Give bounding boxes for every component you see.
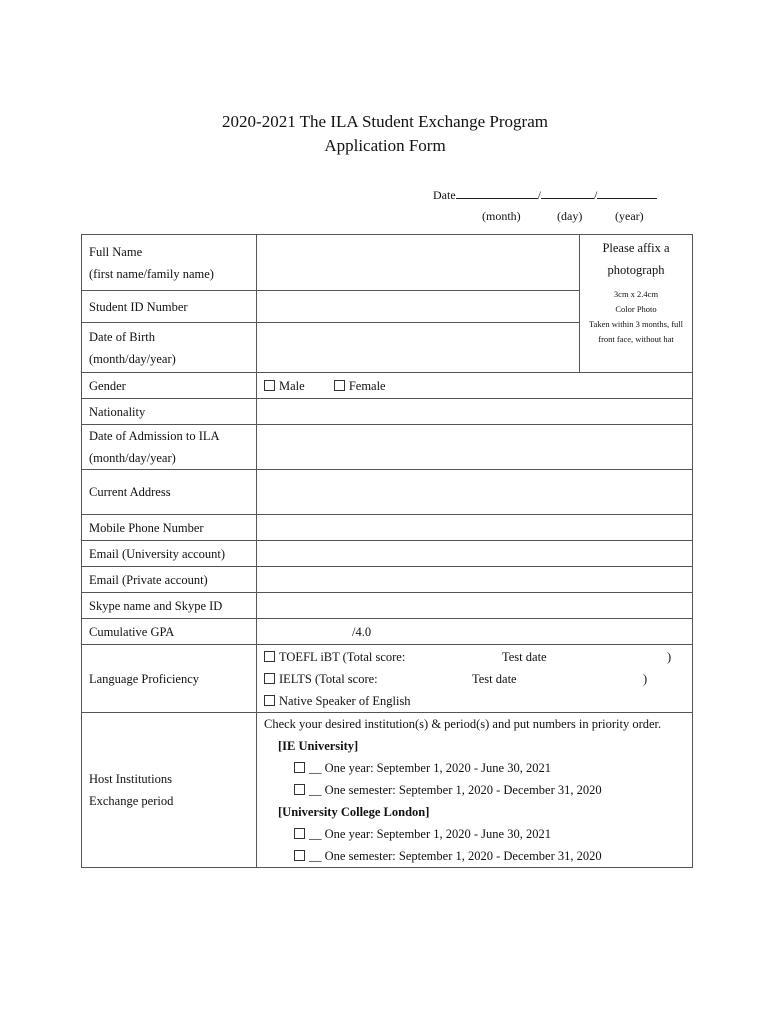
ie-one-semester-label: __ One semester: September 1, 2020 - December 31, 2020: [309, 783, 602, 797]
photo-instruction-2: photograph: [607, 263, 665, 277]
language-options: [257, 645, 693, 713]
gender-female-label: Female: [348, 378, 386, 393]
title-line-2: Application Form: [324, 136, 446, 155]
dob-label: [82, 323, 257, 373]
exchange-text: Exchange period: [89, 794, 174, 808]
gpa-suffix: /4.0: [352, 624, 372, 639]
ie-one-semester-row: [264, 779, 685, 801]
full-name-label: [82, 235, 257, 291]
language-label: Language Proficiency: [82, 645, 257, 713]
email-university-input[interactable]: [257, 541, 693, 567]
date-year-blank[interactable]: [597, 186, 657, 199]
photo-size: 3cm x 2.4cm: [613, 289, 659, 299]
host-instruction: Check your desired institution(s) & period(s) and put numbers in priority order.: [264, 717, 662, 731]
mobile-input[interactable]: [257, 515, 693, 541]
email-private-input[interactable]: [257, 567, 693, 593]
admission-text: Date of Admission to ILA: [89, 429, 220, 443]
native-row: [264, 690, 685, 712]
toefl-close: ): [667, 649, 672, 664]
gpa-input[interactable]: [257, 619, 693, 645]
ucl-one-year-checkbox[interactable]: [294, 828, 305, 839]
ie-one-semester-checkbox[interactable]: [294, 784, 305, 795]
ucl-one-semester-row: [264, 845, 685, 867]
mobile-label: Mobile Phone Number: [82, 515, 257, 541]
photo-box[interactable]: [580, 235, 693, 373]
ucl-one-semester-label: __ One semester: September 1, 2020 - December 31, 2020: [309, 849, 602, 863]
toefl-label: TOEFL iBT (Total score:: [279, 649, 406, 664]
date-label: Date: [433, 188, 456, 202]
skype-input[interactable]: [257, 593, 693, 619]
toefl-row: [264, 646, 685, 668]
date-year-label: (year): [615, 209, 644, 223]
date-day-label: (day): [557, 209, 583, 223]
institution-ie: [IE University]: [278, 739, 359, 753]
gpa-label: Cumulative GPA: [82, 619, 257, 645]
full-name-text: Full Name: [89, 244, 143, 259]
address-input[interactable]: [257, 470, 693, 515]
ie-one-year-label: __ One year: September 1, 2020 - June 30, 2021: [309, 761, 551, 775]
ie-one-year-row: [264, 757, 685, 779]
application-form-table: [81, 234, 693, 868]
toefl-test-date: Test date: [502, 649, 547, 664]
dob-input[interactable]: [257, 323, 580, 373]
nationality-input[interactable]: [257, 399, 693, 425]
native-label: Native Speaker of English: [279, 693, 411, 708]
photo-requirements: [584, 287, 688, 347]
date-field[interactable]: [433, 186, 657, 203]
dob-subtext: (month/day/year): [89, 351, 176, 366]
full-name-input[interactable]: [257, 235, 580, 291]
gender-male-label: Male: [279, 378, 305, 393]
student-id-label: Student ID Number: [82, 291, 257, 323]
ielts-checkbox[interactable]: [264, 673, 275, 684]
host-options: [257, 713, 693, 868]
toefl-checkbox[interactable]: [264, 651, 275, 662]
student-id-input[interactable]: [257, 291, 580, 323]
admission-label: [82, 425, 257, 470]
date-day-blank[interactable]: [541, 186, 594, 199]
ucl-one-year-label: __ One year: September 1, 2020 - June 30, 2021: [309, 827, 551, 841]
skype-label: Skype name and Skype ID: [82, 593, 257, 619]
full-name-subtext: (first name/family name): [89, 266, 214, 281]
ielts-label: IELTS (Total score:: [279, 671, 378, 686]
date-month-label: (month): [482, 209, 521, 223]
title-line-1: 2020-2021 The ILA Student Exchange Program: [222, 112, 548, 131]
admission-subtext: (month/day/year): [89, 451, 176, 465]
admission-input[interactable]: [257, 425, 693, 470]
form-title: [0, 110, 770, 158]
nationality-label: Nationality: [82, 399, 257, 425]
ielts-close: ): [643, 671, 648, 686]
gender-options: [257, 373, 693, 399]
ucl-one-year-row: [264, 823, 685, 845]
host-label: [82, 713, 257, 868]
email-university-label: Email (University account): [82, 541, 257, 567]
date-sep-1: /: [537, 188, 541, 202]
gender-female-checkbox[interactable]: [334, 380, 345, 391]
gender-male-checkbox[interactable]: [264, 380, 275, 391]
ucl-one-semester-checkbox[interactable]: [294, 850, 305, 861]
dob-text: Date of Birth: [89, 329, 155, 344]
host-text: Host Institutions: [89, 772, 172, 786]
ielts-row: [264, 668, 685, 690]
address-label: Current Address: [82, 470, 257, 515]
date-month-blank[interactable]: [456, 186, 538, 199]
gender-label: Gender: [82, 373, 257, 399]
native-checkbox[interactable]: [264, 695, 275, 706]
photo-type: Color Photo: [615, 304, 657, 314]
photo-instruction-1: Please affix a: [602, 241, 670, 255]
photo-rule-1: Taken within 3 months, full: [588, 319, 684, 329]
institution-ucl: [University College London]: [278, 805, 430, 819]
ielts-test-date: Test date: [472, 671, 517, 686]
email-private-label: Email (Private account): [82, 567, 257, 593]
date-sep-2: /: [594, 188, 598, 202]
photo-rule-2: front face, without hat: [598, 334, 674, 344]
ie-one-year-checkbox[interactable]: [294, 762, 305, 773]
